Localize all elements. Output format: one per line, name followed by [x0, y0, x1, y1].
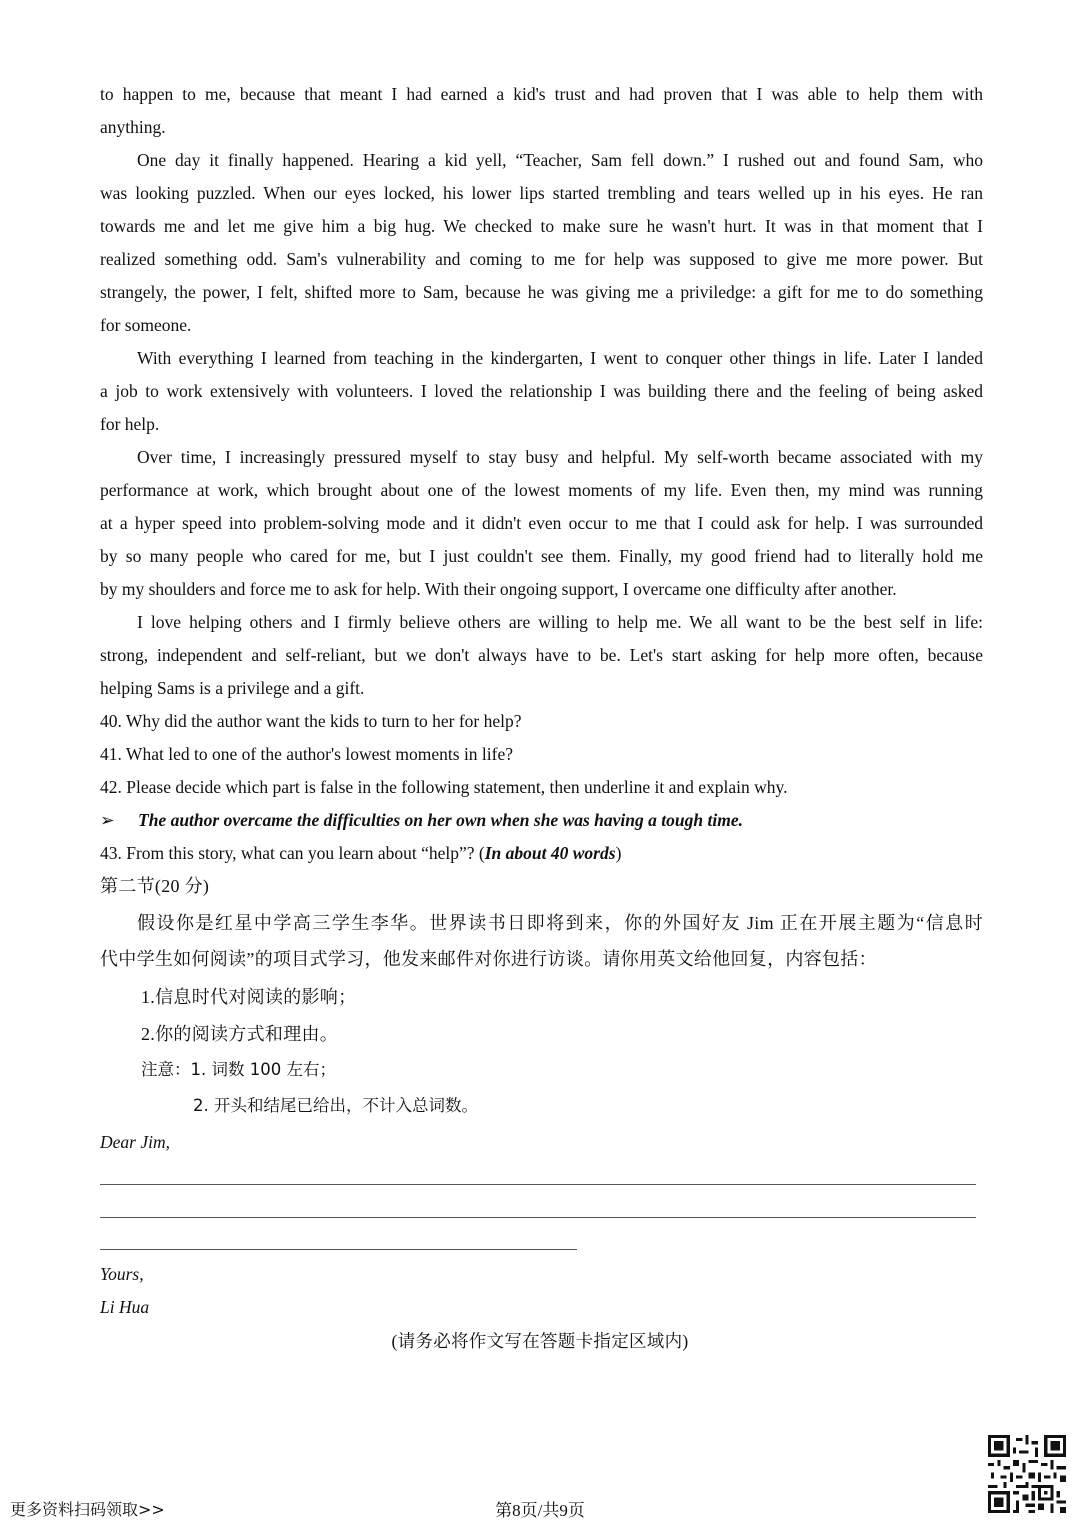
question-42: 42. Please decide which part is false in the following statement, then underline it and explain why.	[100, 777, 788, 797]
passage-line: performance at work, which brought about one of the lowest moments of my life. Even then, my mind was running	[100, 480, 983, 500]
passage-line: a job to work extensively with volunteers. I loved the relationship I was building there and the feeling of being asked	[100, 381, 983, 401]
passage-line: strong, independent and self-reliant, but we don't always have to be. Let's start asking for help more often, because	[100, 645, 983, 665]
note-2: 2. 开头和结尾已给出，不计入总词数。	[193, 1096, 478, 1115]
section-heading: 第二节(20 分)	[100, 876, 210, 896]
qr-code-icon	[988, 1435, 1066, 1513]
salutation: Dear Jim,	[100, 1132, 170, 1152]
word-limit: In about 40 words	[484, 843, 616, 863]
passage-line: to happen to me, because that meant I had earned a kid's trust and had proven that I was able to help them with	[100, 84, 983, 104]
passage-line: I love helping others and I firmly believe others are willing to help me. We all want to be the best self in life:	[137, 612, 983, 632]
signature: Li Hua	[100, 1297, 150, 1317]
content-point-1: 1.信息时代对阅读的影响；	[141, 987, 357, 1007]
note-1-text: 1. 词数 100 左右；	[190, 1060, 336, 1079]
answer-line	[100, 1249, 577, 1250]
page-number: 第8页/共9页	[495, 1501, 585, 1520]
answer-line	[100, 1217, 976, 1218]
question-40: 40. Why did the author want the kids to turn to her for help?	[100, 711, 522, 731]
passage-line: realized something odd. Sam's vulnerability and coming to me for help was supposed to give me more power. But	[100, 249, 983, 269]
question-41: 41. What led to one of the author's lowest moments in life?	[100, 744, 514, 764]
passage-line: helping Sams is a privilege and a gift.	[100, 678, 365, 698]
passage-line: anything.	[100, 117, 166, 137]
passage-line: at a hyper speed into problem-solving mode and it didn't even occur to me that I could ask for help. I was surrounded	[100, 513, 983, 533]
question-43	[100, 837, 983, 870]
writing-prompt-line: 假设你是红星中学高三学生李华。世界读书日即将到来，你的外国好友 Jim 正在开展主题为“信息时	[137, 913, 983, 933]
closing: Yours,	[100, 1264, 144, 1284]
statement-text: The author overcame the difficulties on her own when she was having a tough time.	[138, 810, 743, 830]
passage-line: towards me and let me give him a big hug. We checked to make sure he wasn't hurt. It was in that moment that I	[100, 216, 983, 236]
passage-line: With everything I learned from teaching in the kindergarten, I went to conquer other things in life. Later I landed	[137, 348, 983, 368]
passage-line: for someone.	[100, 315, 192, 335]
passage-line: for help.	[100, 414, 160, 434]
passage-line: by so many people who cared for me, but I just couldn't see them. Finally, my good friend had to literally hold me	[100, 546, 983, 566]
question-43-close: )	[615, 843, 622, 863]
instruction: (请务必将作文写在答题卡指定区域内)	[391, 1331, 689, 1351]
note-label: 注意：	[141, 1060, 191, 1079]
arrow-bullet-icon: ➢	[100, 810, 115, 830]
note-1	[141, 1053, 1024, 1087]
passage-line: strangely, the power, I felt, shifted more to Sam, because he was giving me a priviledge: a gift for me to do something	[100, 282, 983, 302]
question-43-text: 43. From this story, what can you learn about “help”? (	[100, 843, 485, 863]
passage-line: One day it finally happened. Hearing a kid yell, “Teacher, Sam fell down.” I rushed out and found Sam, who	[137, 150, 983, 170]
question-42-statement	[100, 804, 983, 837]
writing-prompt-line: 代中学生如何阅读”的项目式学习，他发来邮件对你进行访谈。请你用英文给他回复，内容包括：	[100, 949, 877, 969]
footer-promo: 更多资料扫码领取>>	[10, 1500, 165, 1519]
answer-line	[100, 1184, 976, 1185]
content-point-2: 2.你的阅读方式和理由。	[141, 1024, 339, 1044]
passage-line: was looking puzzled. When our eyes locked, his lower lips started trembling and tears welled up in his eyes. He ran	[100, 183, 983, 203]
passage-line: Over time, I increasingly pressured myself to stay busy and helpful. My self-worth became associated with my	[137, 447, 983, 467]
passage-line: by my shoulders and force me to ask for help. With their ongoing support, I overcame one difficulty after another.	[100, 579, 897, 599]
